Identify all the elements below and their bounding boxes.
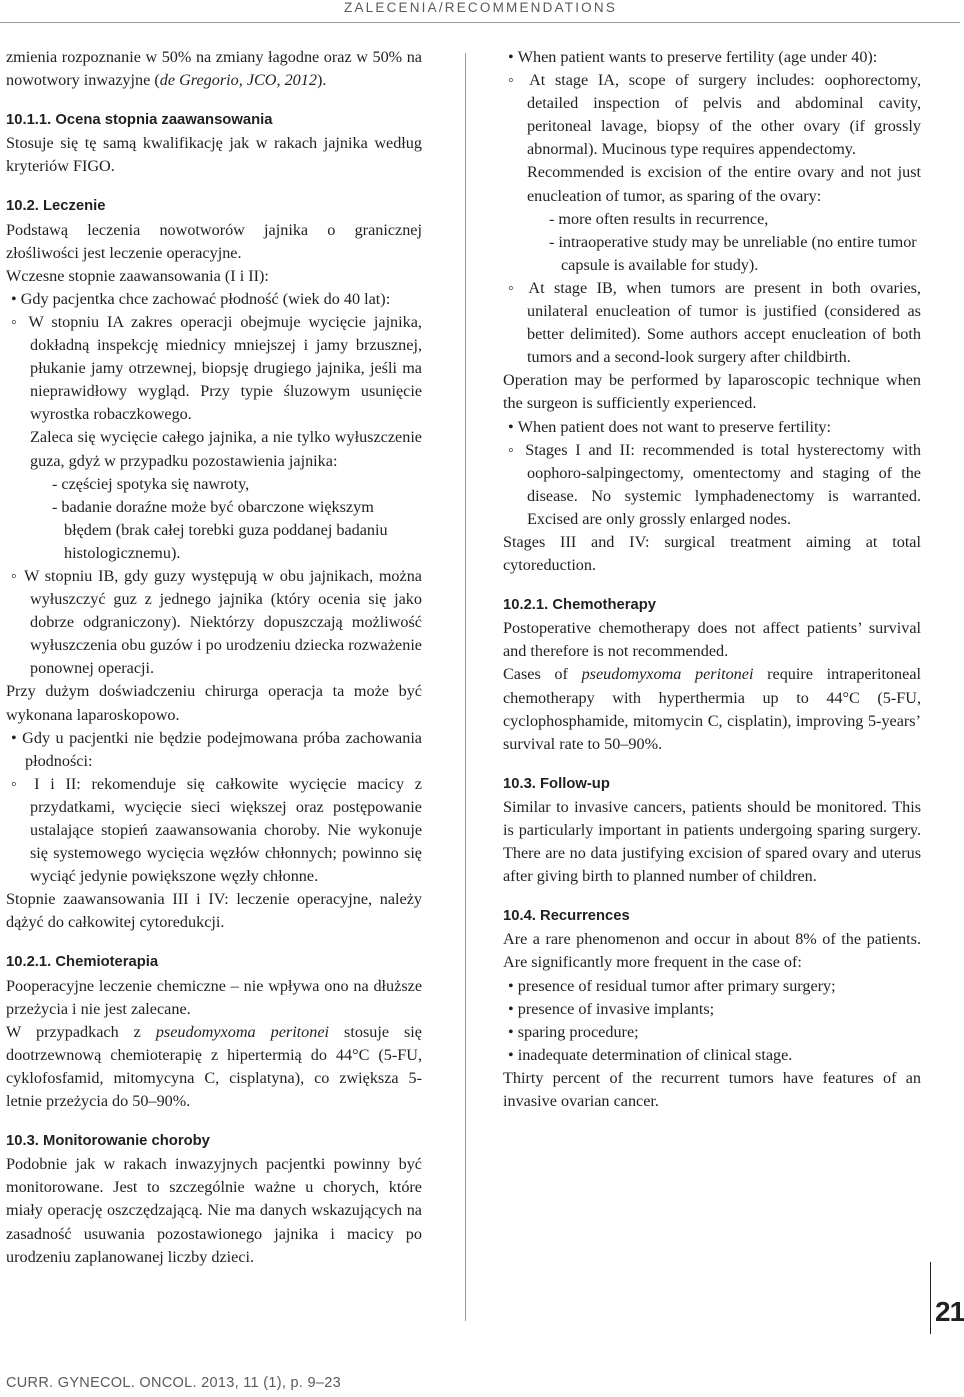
laparoscopy-note: Operation may be performed by laparoscopic technique when the surgeon is sufficiently experienced.: [503, 371, 921, 413]
bullet-fertility: • Gdy pacjentka chce zachować płodność (wiek do 40 lat):: [11, 289, 391, 308]
section-heading-1011: 10.1.1. Ocena stopnia zaawansowania: [6, 112, 273, 129]
journal-footer: CURR. GYNECOL. ONCOL. 2013, 11 (1), p. 9–23: [6, 1375, 341, 1391]
section-text-103: Similar to invasive cancers, patients should be monitored. This is particularly important in patients undergoing sparing surgery. There are no data justifying excision of spared ovary and uterus after giving birth to planned number of children.: [503, 797, 921, 886]
section-heading-102: 10.2. Leczenie: [6, 198, 106, 215]
section-text-1021-pmp: Cases of pseudomyxoma peritonei require intraperitoneal chemotherapy with hyperthermia up to 44°C (5-FU, cyclophosphamide, mitomycin C, cisplatin), improving 5-years’ survival rate to 50–90%.: [503, 665, 921, 753]
section-text-1021: Pooperacyjne leczenie chemiczne – nie wpływa ono na dłuższe przeżycia i nie jest zalecane.: [6, 976, 422, 1018]
section-text-1011: Stosuje się tę samą kwalifikację jak w rakach jajnika według kryteriów FIGO.: [6, 134, 422, 176]
section-text-104-end: Thirty percent of the recurrent tumors have features of an invasive ovarian cancer.: [503, 1068, 921, 1111]
section-heading-1021: 10.2.1. Chemioterapia: [6, 954, 159, 971]
bullet-fertility: • When patient wants to preserve fertility (age under 40):: [508, 48, 878, 66]
sub-bullet-ib: ◦ At stage IB, when tumors are present in both ovaries, unilateral enucleation of tumor is justified (considered as better delimited). Some authors accept enucleation of both tumors and a second-look surgery after childbirth.: [508, 278, 921, 367]
dash-item-1: - more often results in recurrence,: [549, 209, 769, 228]
list-item: • presence of invasive implants;: [508, 999, 715, 1018]
dash-item-2: - intraoperative study may be unreliable (no entire tumor capsule is available for study).: [549, 232, 917, 274]
stages-3-4: Stages III and IV: surgical treatment aiming at total cytoreduction.: [503, 532, 921, 575]
running-header: ZALECENIA/RECOMMENDATIONS: [344, 0, 618, 15]
sub-bullet-ia-continued: Recommended is excision of the entire ovary and not just enucleation of tumor, as sparing of the ovary:: [527, 163, 921, 205]
left-column-polish: [6, 46, 422, 1269]
page-number: 21: [935, 1296, 964, 1327]
header-rule: [0, 22, 960, 23]
section-heading-103: 10.3. Follow-up: [503, 775, 610, 792]
bullet-no-fertility: • When patient does not want to preserve fertility:: [508, 417, 832, 436]
section-text-102: Podstawą leczenia nowotworów jajnika o granicznej złośliwości jest leczenie operacyjne.: [6, 220, 422, 262]
list-item: • presence of residual tumor after primary surgery;: [508, 976, 836, 995]
page-number-rule: [930, 1262, 931, 1334]
sub-bullet-stages-1-2: ◦ I i II: rekomenduje się całkowite wycięcie macicy z przydatkami, wycięcie sieci większej oraz postępowanie ustalające stopień zaawansowania choroby. Nie wykonuje się systemowego wycięcia węzłów chłonnych; powinno się wyciąć jedynie powiększone węzły chłonne.: [11, 774, 422, 886]
section-text-1021-pmp: W przypadkach z pseudomyxoma peritonei stosuje się dootrzewnową chemioterapię z hipertermią do 44°C (5-FU, cyklofosfamid, mitomycyna C, cisplatyna), co zwiększa 5-letnie przeżycia do 50–90%.: [6, 1022, 422, 1111]
sub-bullet-ia: ◦ At stage IA, scope of surgery includes: oophorectomy, detailed inspection of pelvis and abdominal cavity, peritoneal lavage, biopsy of the other ovary (if grossly abnormal). Mucinous type requires appendectomy.: [508, 71, 921, 159]
list-item: • sparing procedure;: [508, 1022, 639, 1041]
sub-bullet-stages-1-2: ◦ Stages I and II: recommended is total hysterectomy with oophoro-salpingectomy, omentectomy and staging of the disease. No systemic lymphadenectomy is warranted. Excised are only grossly enlarged nodes.: [508, 440, 921, 528]
intro-paragraph: zmienia rozpoznanie w 50% na zmiany łagodne oraz w 50% na nowotwory inwazyjne (de Gregorio, JCO, 2012).: [6, 48, 422, 90]
citation: de Gregorio, JCO, 2012: [159, 71, 317, 90]
dash-item-1: - częściej spotyka się nawroty,: [52, 474, 250, 493]
section-heading-1021: 10.2.1. Chemotherapy: [503, 597, 656, 614]
dash-item-2: - badanie doraźne może być obarczone większym błędem (brak całej torebki guza poddanej badaniu histologicznemu).: [52, 497, 388, 562]
bullet-no-fertility: • Gdy u pacjentki nie będzie podejmowana próba zachowania płodności:: [11, 728, 422, 770]
section-text-104: Are a rare phenomenon and occur in about 8% of the patients. Are significantly more frequent in the case of:: [503, 930, 921, 972]
section-text-103: Podobnie jak w rakach inwazyjnych pacjentki powinny być monitorowane. Jest to szczególnie ważne u chorych, które miały operację oszczędzającą. Nie ma danych wskazujących na zasadność usuwania pozostawionego jajnika i macicy po urodzeniu zaplanowanej liczby dzieci.: [6, 1155, 422, 1266]
section-heading-103: 10.3. Monitorowanie choroby: [6, 1133, 210, 1150]
sub-bullet-ia: ◦ W stopniu IA zakres operacji obejmuje wycięcie jajnika, dokładną inspekcję miednicy mniejszej i jamy brzusznej, płukanie jamy otrzewnej, biopsję drugiego jajnika, jeśli ma nieprawidłowy wygląd. Przy typie śluzowym usunięcie wyrostka robaczkowego.: [11, 312, 422, 424]
early-stages-line: Wczesne stopnie zaawansowania (I i II):: [6, 266, 269, 285]
laparoscopy-note: Przy dużym doświadczeniu chirurga operacja ta może być wykonana laparoskopowo.: [6, 682, 422, 724]
column-divider: [465, 53, 466, 1321]
sub-bullet-ib: ◦ W stopniu IB, gdy guzy występują w obu jajnikach, można wyłuszczyć guz z jednego jajnika (który ocenia się jako dobrze odgraniczony). Niektórzy dopuszczają możliwość wyłuszczenia obu guzów i po urodzeniu dziecka rozważenie ponownej operacji.: [11, 566, 422, 678]
sub-bullet-ia-continued: Zaleca się wycięcie całego jajnika, a nie tylko wyłuszczenie guza, gdyż w przypadku pozostawienia jajnika:: [30, 428, 422, 470]
right-column-english: [503, 46, 921, 1113]
list-item: • inadequate determination of clinical stage.: [508, 1045, 793, 1064]
section-heading-104: 10.4. Recurrences: [503, 908, 630, 925]
section-text-1021: Postoperative chemotherapy does not affect patients’ survival and therefore is not recommended.: [503, 619, 921, 661]
stages-3-4: Stopnie zaawansowania III i IV: leczenie operacyjne, należy dążyć do całkowitej cytoredukcji.: [6, 890, 422, 932]
